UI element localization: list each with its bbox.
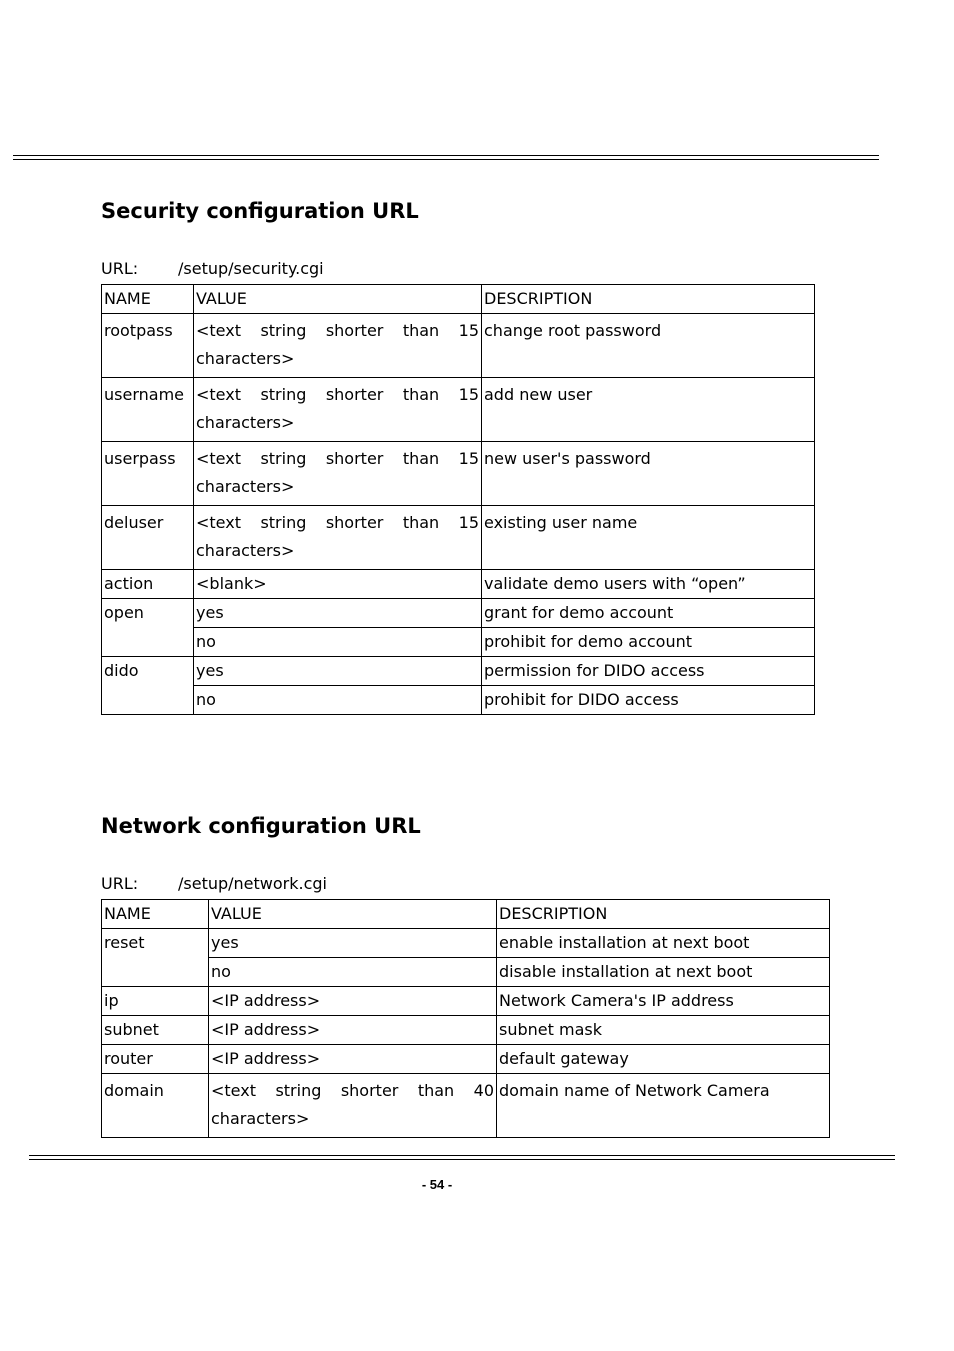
footer-rule-bottom: [29, 1159, 895, 1160]
table-row: [102, 1045, 830, 1074]
param-value: <text string shorter than 15 characters>: [194, 378, 482, 442]
table-row: [102, 657, 815, 686]
network-heading: Network configuration URL: [101, 814, 421, 838]
param-description: default gateway: [497, 1045, 830, 1074]
param-description: add new user: [482, 378, 815, 442]
security-url-line: [101, 259, 324, 278]
param-description: new user's password: [482, 442, 815, 506]
table-row: [102, 958, 830, 987]
param-name: username: [102, 378, 194, 442]
param-name: router: [102, 1045, 209, 1074]
param-name: ip: [102, 987, 209, 1016]
param-name: action: [102, 570, 194, 599]
header-rule-top: [13, 155, 879, 156]
network-table: [101, 899, 830, 1138]
header-description: DESCRIPTION: [482, 285, 815, 314]
param-description: disable installation at next boot: [497, 958, 830, 987]
table-row: [102, 506, 815, 570]
table-row: [102, 314, 815, 378]
param-description: prohibit for demo account: [482, 628, 815, 657]
param-description: permission for DIDO access: [482, 657, 815, 686]
param-value: yes: [194, 599, 482, 628]
param-name: reset: [102, 929, 209, 987]
param-name: dido: [102, 657, 194, 715]
network-url-line: [101, 874, 327, 893]
header-description: DESCRIPTION: [497, 900, 830, 929]
param-value: <IP address>: [209, 1045, 497, 1074]
table-row: [102, 686, 815, 715]
header-rule-bottom: [13, 159, 879, 160]
param-value: no: [194, 686, 482, 715]
header-value: VALUE: [194, 285, 482, 314]
table-row: [102, 628, 815, 657]
header-name: NAME: [102, 285, 194, 314]
param-description: validate demo users with “open”: [482, 570, 815, 599]
param-value: <text string shorter than 15 characters>: [194, 314, 482, 378]
table-row: [102, 987, 830, 1016]
param-value: no: [194, 628, 482, 657]
param-name: subnet: [102, 1016, 209, 1045]
param-description: domain name of Network Camera: [497, 1074, 830, 1138]
param-description: Network Camera's IP address: [497, 987, 830, 1016]
param-value: <IP address>: [209, 987, 497, 1016]
param-value: yes: [209, 929, 497, 958]
param-description: prohibit for DIDO access: [482, 686, 815, 715]
table-row: [102, 929, 830, 958]
param-value: <text string shorter than 40 characters>: [209, 1074, 497, 1138]
table-header-row: [102, 900, 830, 929]
header-value: VALUE: [209, 900, 497, 929]
security-url-label: URL:: [101, 259, 139, 278]
param-description: enable installation at next boot: [497, 929, 830, 958]
param-name: userpass: [102, 442, 194, 506]
table-row: [102, 442, 815, 506]
security-table: [101, 284, 815, 715]
table-row: [102, 599, 815, 628]
header-name: NAME: [102, 900, 209, 929]
param-value: no: [209, 958, 497, 987]
param-description: change root password: [482, 314, 815, 378]
param-description: existing user name: [482, 506, 815, 570]
page-number: - 54 -: [421, 1177, 453, 1192]
param-value: <text string shorter than 15 characters>: [194, 442, 482, 506]
table-row: [102, 1074, 830, 1138]
param-value: <blank>: [194, 570, 482, 599]
param-name: domain: [102, 1074, 209, 1138]
table-row: [102, 570, 815, 599]
footer-rule-top: [29, 1155, 895, 1156]
param-description: subnet mask: [497, 1016, 830, 1045]
param-description: grant for demo account: [482, 599, 815, 628]
network-url-label: URL:: [101, 874, 139, 893]
param-name: open: [102, 599, 194, 657]
table-row: [102, 378, 815, 442]
security-url: /setup/security.cgi: [178, 259, 324, 278]
security-heading: Security configuration URL: [101, 199, 419, 223]
table-header-row: [102, 285, 815, 314]
param-value: <text string shorter than 15 characters>: [194, 506, 482, 570]
param-name: deluser: [102, 506, 194, 570]
table-row: [102, 1016, 830, 1045]
param-value: yes: [194, 657, 482, 686]
param-value: <IP address>: [209, 1016, 497, 1045]
network-url: /setup/network.cgi: [178, 874, 327, 893]
param-name: rootpass: [102, 314, 194, 378]
